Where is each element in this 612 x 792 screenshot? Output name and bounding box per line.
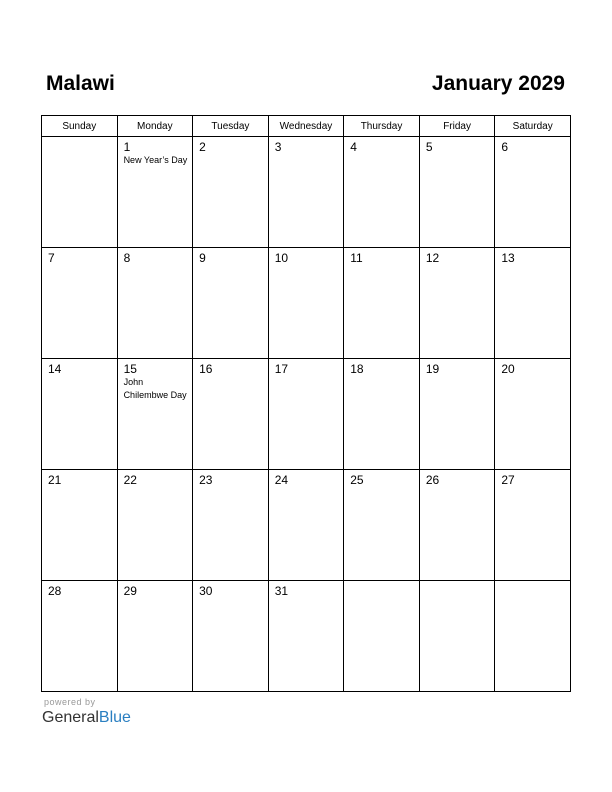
week-row (42, 470, 571, 581)
weekday-header-friday: Friday (419, 116, 495, 137)
brand-general-text: General (42, 709, 99, 726)
day-cell (495, 470, 571, 581)
week-row (42, 248, 571, 359)
day-cell (193, 470, 269, 581)
day-cell (193, 248, 269, 359)
day-cell (419, 470, 495, 581)
day-number: 10 (274, 251, 289, 265)
day-cell (268, 248, 344, 359)
day-number: 24 (274, 473, 289, 487)
day-cell (117, 359, 193, 470)
day-number: 8 (123, 251, 131, 265)
day-number: 11 (350, 251, 363, 265)
day-cell (117, 248, 193, 359)
day-number: 4 (350, 140, 357, 154)
generalblue-logo (42, 708, 131, 728)
day-cell (268, 137, 344, 248)
day-cell (117, 137, 193, 248)
day-number (42, 137, 117, 140)
day-number: 26 (425, 473, 440, 487)
day-cell (495, 137, 571, 248)
day-number: 16 (199, 362, 213, 376)
day-cell (419, 137, 495, 248)
day-number: 6 (501, 140, 509, 154)
powered-by-label: powered by (44, 697, 96, 707)
day-number: 30 (199, 584, 213, 598)
day-cell (419, 581, 495, 692)
day-number: 7 (48, 251, 55, 265)
day-number: 31 (274, 584, 289, 598)
day-number: 15 (123, 362, 137, 376)
day-cell (268, 581, 344, 692)
brand-blue-text: Blue (98, 709, 131, 726)
day-number: 28 (48, 584, 62, 598)
week-row (42, 359, 571, 470)
month-title: January 2029 (431, 72, 565, 95)
day-cell (495, 359, 571, 470)
day-cell (193, 137, 269, 248)
day-number: 12 (425, 251, 440, 265)
day-cell (344, 581, 420, 692)
day-number: 1 (123, 140, 131, 154)
day-cell (495, 248, 571, 359)
day-number: 25 (350, 473, 364, 487)
day-number: 19 (425, 362, 440, 376)
day-number: 5 (425, 140, 433, 154)
day-cell (268, 359, 344, 470)
day-cell (42, 581, 118, 692)
weekday-header-row (42, 116, 571, 137)
day-cell (42, 359, 118, 470)
day-number: 17 (274, 362, 289, 376)
day-cell (268, 470, 344, 581)
country-title: Malawi (46, 72, 115, 95)
day-number: 9 (199, 251, 206, 265)
day-number: 2 (199, 140, 206, 154)
day-cell (344, 470, 420, 581)
weekday-header-saturday: Saturday (495, 116, 571, 137)
day-cell (344, 248, 420, 359)
day-number: 23 (199, 473, 213, 487)
day-cell (344, 137, 420, 248)
day-cell (419, 359, 495, 470)
weekday-header-tuesday: Tuesday (193, 116, 269, 137)
holiday-label: New Year’s Day (123, 155, 188, 165)
day-number (495, 581, 570, 584)
day-cell (193, 581, 269, 692)
day-cell (419, 248, 495, 359)
weekday-header-monday: Monday (117, 116, 193, 137)
calendar-grid (41, 115, 571, 692)
day-number: 20 (501, 362, 515, 376)
day-cell (495, 581, 571, 692)
day-number: 3 (274, 140, 282, 154)
day-cell (42, 470, 118, 581)
weekday-header-thursday: Thursday (344, 116, 420, 137)
day-number: 21 (48, 473, 62, 487)
day-number (344, 581, 419, 584)
day-number: 14 (48, 362, 62, 376)
weekday-header-sunday: Sunday (42, 116, 118, 137)
day-cell (117, 470, 193, 581)
day-number: 13 (501, 251, 515, 265)
week-row (42, 581, 571, 692)
day-cell (193, 359, 269, 470)
day-cell (344, 359, 420, 470)
day-cell (117, 581, 193, 692)
day-number: 22 (123, 473, 137, 487)
day-cell (42, 137, 118, 248)
day-number: 27 (501, 473, 515, 487)
day-number: 18 (350, 362, 364, 376)
weekday-header-wednesday: Wednesday (268, 116, 344, 137)
calendar-body (42, 137, 571, 692)
holiday-label: John Chilembwe Day (123, 377, 187, 400)
day-number: 29 (123, 584, 137, 598)
week-row (42, 137, 571, 248)
day-cell (42, 248, 118, 359)
day-number (420, 581, 495, 584)
